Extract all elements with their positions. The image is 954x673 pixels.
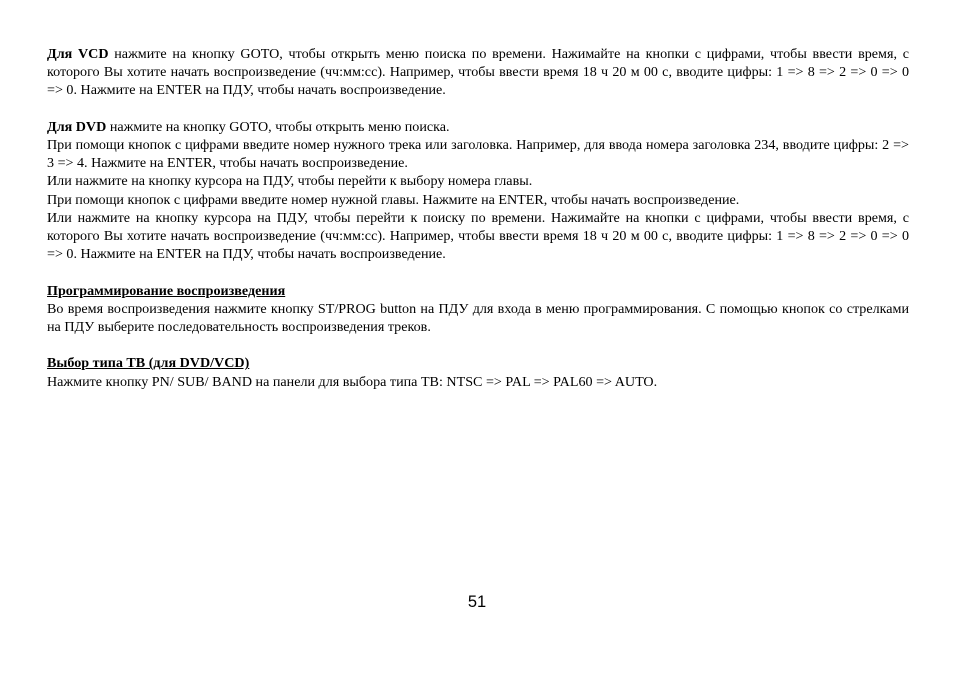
dvd-line: Или нажмите на кнопку курсора на ПДУ, чтобы перейти к поиску по времени. Нажимайте на кнопки с цифрами, чтобы ввести время, с которого Вы хотите начать воспроизведение (чч:мм:сс). Например, чтобы ввести время 18 ч 20 м 00 с, вводите цифры: 1 => 8 => 2 => 0 => 0 => 0. Нажмите на ENTER на ПДУ, чтобы начать воспроизведение. [47,209,909,263]
tv-type-text: Нажмите кнопку PN/ SUB/ BAND на панели для выбора типа ТВ: NTSC => PAL => PAL60 => AUTO. [47,373,658,390]
programming-text: Во время воспроизведения нажмите кнопку ST/PROG button на ПДУ для входа в меню программирования. С помощью кнопок со стрелками на ПДУ выберите последовательность воспроизведения треков. [47,300,909,336]
dvd-line: При помощи кнопок с цифрами введите номер нужной главы. Нажмите на ENTER, чтобы начать воспроизведение. [47,191,740,208]
spacer [47,336,909,354]
spacer [47,100,909,118]
tv-type-heading: Выбор типа ТВ (для DVD/VCD) [47,355,250,372]
vcd-text: нажмите на кнопку GOTO, чтобы открыть меню поиска по времени. Нажимайте на кнопки с цифрами, чтобы ввести время, с которого Вы хотите начать воспроизведение (чч:мм:сс). Например, чтобы ввести время 18 ч 20 м 00 с, вводите цифры: 1 => 8 => 2 => 0 => 0 => 0. Нажмите на ENTER на ПДУ, чтобы начать воспроизведение. [47,46,909,99]
manual-page-content [47,45,909,391]
dvd-line: При помощи кнопок с цифрами введите номер нужного трека или заголовка. Например, для ввода номера заголовка 234, вводите цифры: 2 => 3 => 4. Нажмите на ENTER, чтобы начать воспроизведение. [47,137,909,172]
dvd-line: Или нажмите на кнопку курсора на ПДУ, чтобы перейти к выбору номера главы. [47,173,533,190]
dvd-intro-text: нажмите на кнопку GOTO, чтобы открыть меню поиска. [106,118,450,135]
dvd-label: Для DVD [47,118,107,135]
vcd-goto-paragraph [47,45,909,100]
spacer [47,263,909,281]
page-number: 51 [467,593,487,611]
programming-heading: Программирование воспроизведения [47,282,286,299]
vcd-label: Для VCD [47,46,109,62]
dvd-goto-intro [47,118,909,136]
